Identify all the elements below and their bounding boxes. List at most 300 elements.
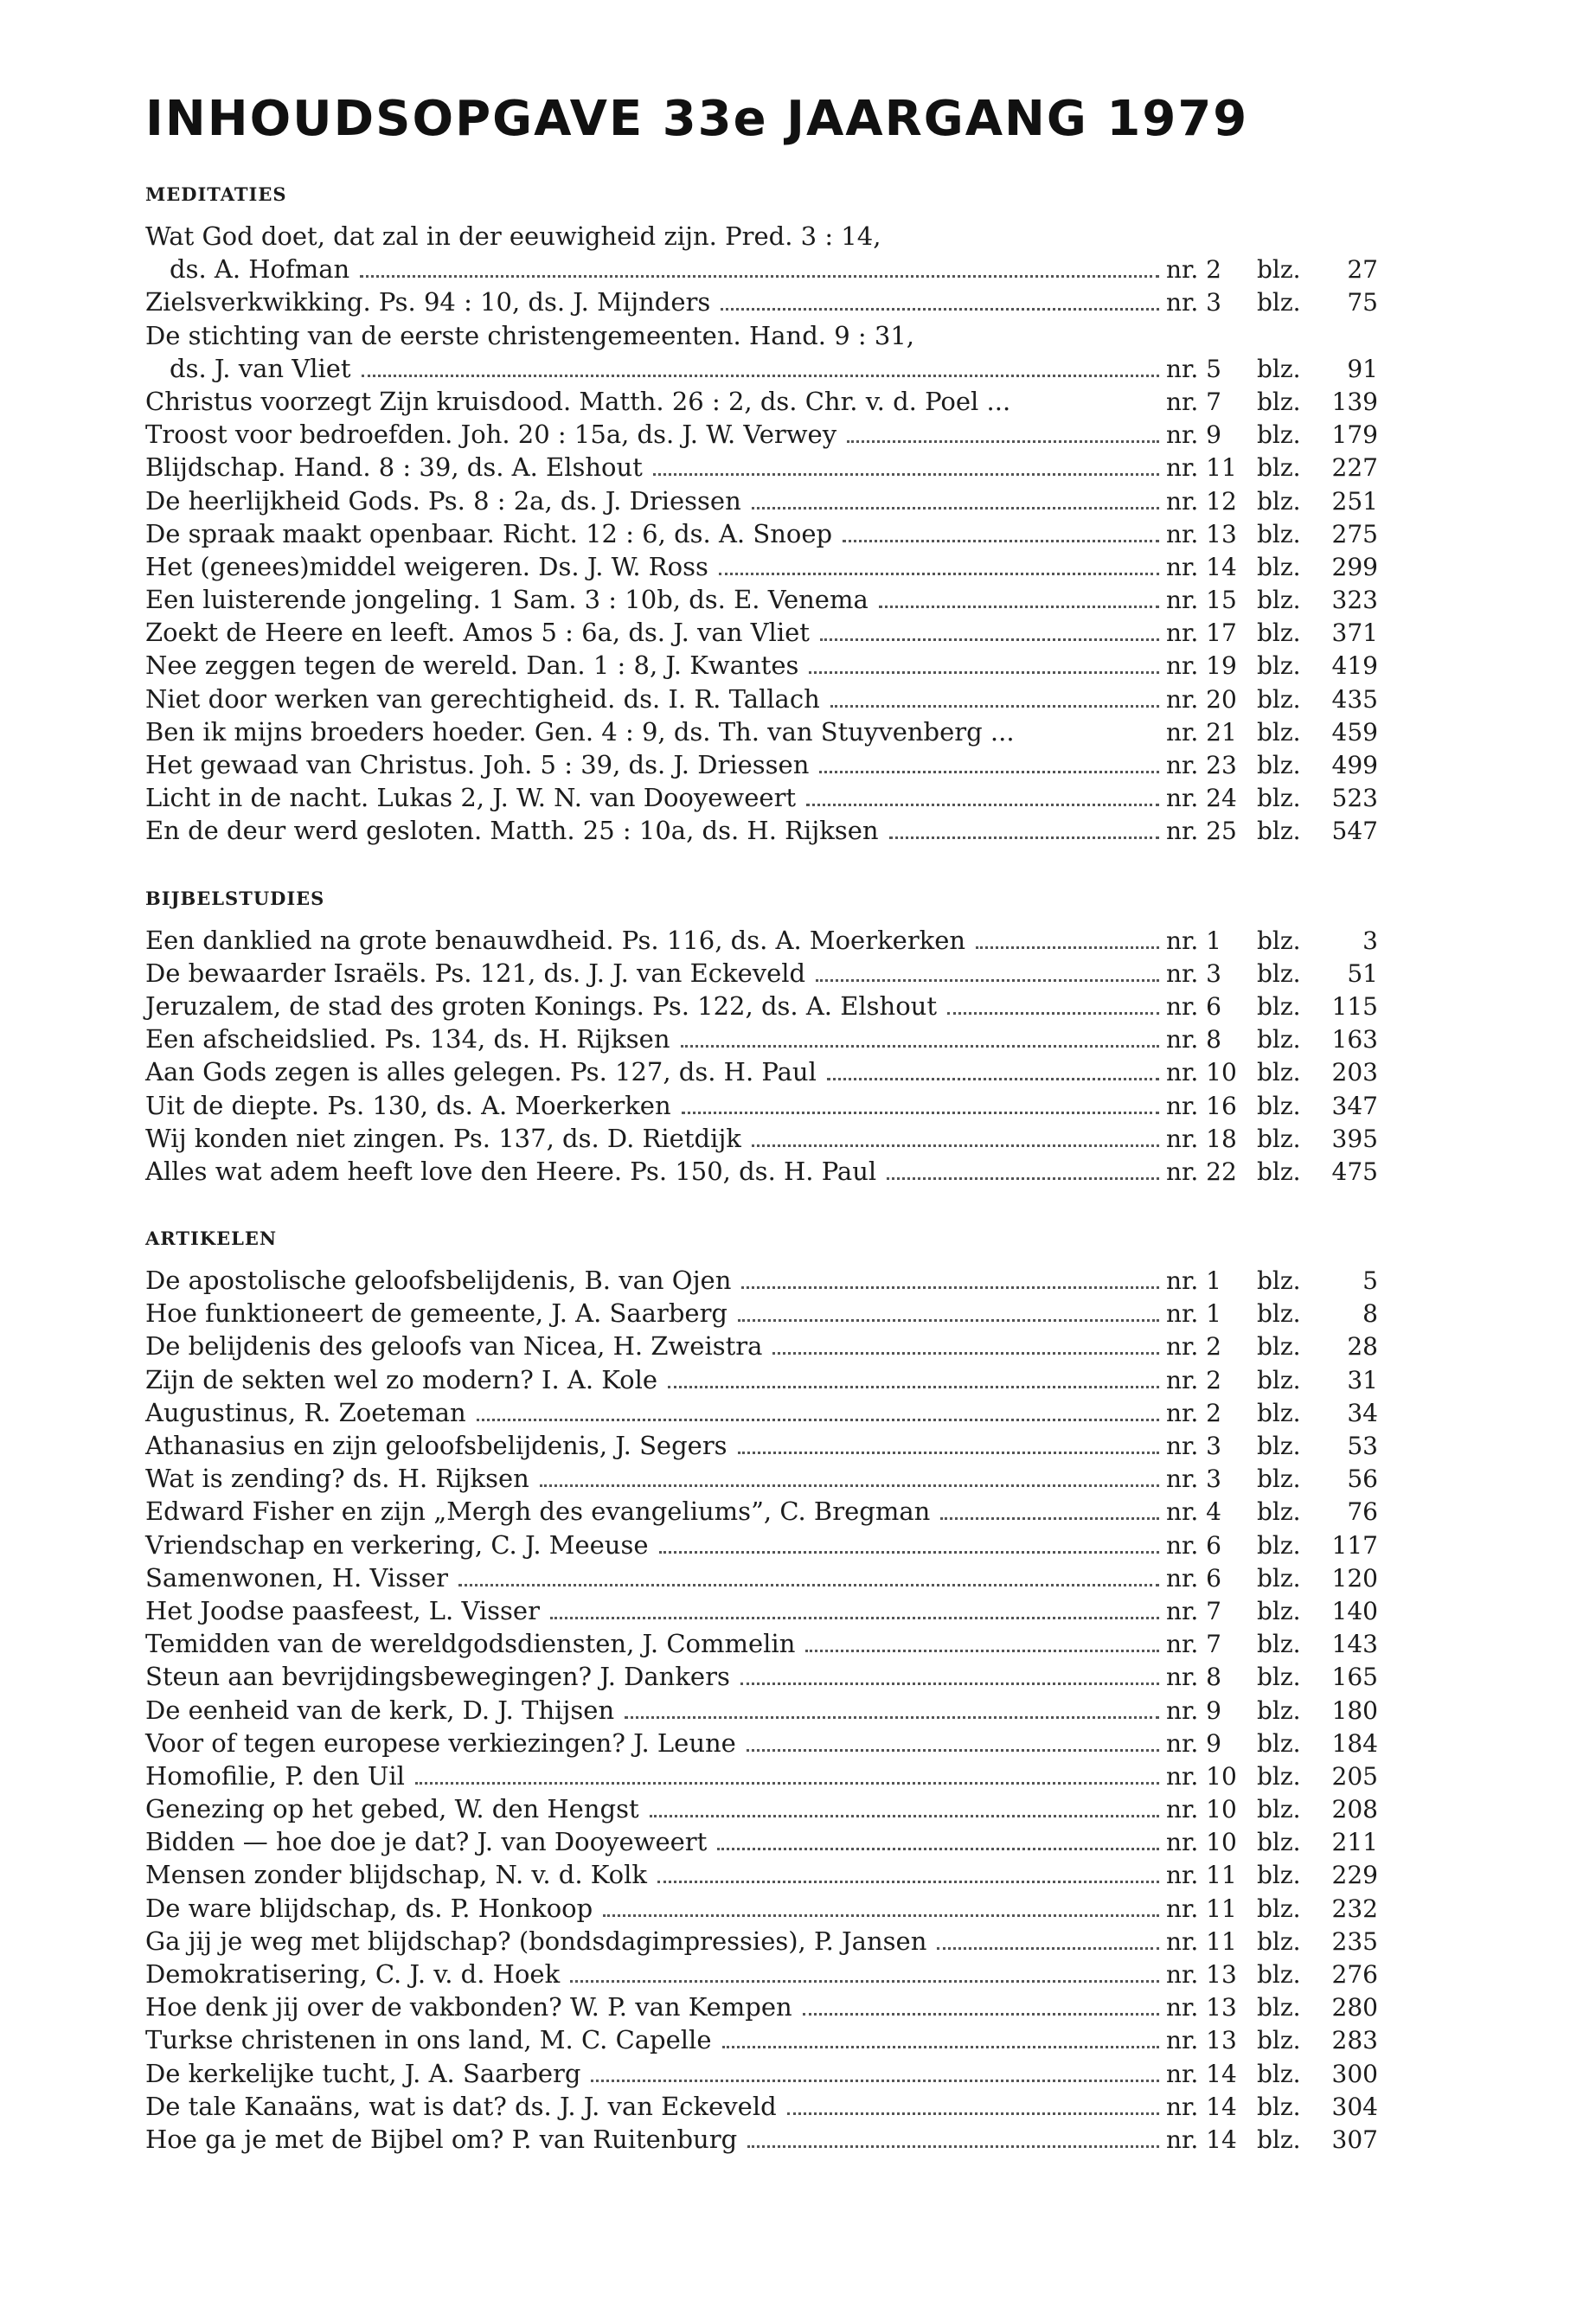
page-label: blz. — [1257, 586, 1301, 615]
page-reference — [1166, 1859, 1378, 1892]
page-reference — [1166, 1156, 1378, 1189]
page-reference — [1166, 1958, 1378, 1991]
dot-leader — [550, 1611, 1159, 1619]
page-label: blz. — [1257, 1828, 1301, 1857]
list-item — [145, 1495, 1378, 1528]
page-label: blz. — [1257, 1398, 1301, 1427]
list-item — [145, 550, 1378, 583]
list-item — [145, 1825, 1378, 1858]
page-label: blz. — [1257, 486, 1301, 516]
issue-number: nr. 25 — [1166, 817, 1237, 846]
list-item — [145, 616, 1378, 649]
page-reference — [1166, 1926, 1378, 1958]
page-reference — [1166, 1496, 1378, 1529]
entry-title: Vriendschap en verkering, C. J. Meeuse — [145, 1529, 649, 1560]
issue-number: nr. 21 — [1166, 717, 1237, 747]
entry-title: Augustinus, R. Zoeteman — [145, 1397, 466, 1427]
page-reference — [1166, 419, 1378, 452]
issue-number: nr. 4 — [1166, 1497, 1221, 1527]
page-reference — [1166, 1562, 1378, 1595]
page-reference — [1166, 650, 1378, 683]
page-number: 347 — [1331, 1091, 1378, 1120]
entry-title: Blijdschap. Hand. 8 : 39, ds. A. Elshout — [145, 452, 643, 483]
page-label: blz. — [1257, 1465, 1301, 1494]
list-item — [145, 990, 1378, 1022]
page-number: 251 — [1331, 486, 1378, 516]
page-number: 229 — [1331, 1861, 1378, 1890]
entry-author: ds. J. van Vliet — [170, 353, 351, 383]
page-number: 283 — [1331, 2026, 1378, 2055]
page-reference — [1166, 716, 1378, 749]
page-label: blz. — [1257, 2026, 1301, 2055]
dot-leader — [847, 434, 1159, 443]
dot-leader — [819, 765, 1159, 773]
page-reference — [1166, 1463, 1378, 1496]
entry-title: Hoe denk jij over de vakbonden? W. P. van Kempen — [145, 1992, 792, 2022]
page-number: 34 — [1347, 1398, 1378, 1427]
entry-title: Christus voorzegt Zijn kruisdood. Matth. 26 : 2, ds. Chr. v. d. Poel ... — [145, 386, 1011, 416]
page-number: 28 — [1347, 1332, 1378, 1362]
page-reference — [1166, 1529, 1378, 1562]
list-item — [145, 319, 1378, 385]
page-number: 307 — [1331, 2125, 1378, 2154]
entry-title: Het Joodse paasfeest, L. Visser — [145, 1595, 540, 1625]
page-number: 205 — [1331, 1761, 1378, 1791]
entry-title: Hoe funktioneert de gemeente, J. A. Saarberg — [145, 1298, 727, 1329]
page-reference — [1166, 1090, 1378, 1123]
entry-title: Ga jij je weg met blijdschap? (bondsdagimpressies), P. Jansen — [145, 1926, 927, 1956]
entry-list — [145, 1264, 1378, 2156]
entry-title: De tale Kanaäns, wat is dat? ds. J. J. van Eckeveld — [145, 2091, 777, 2121]
page-number: 435 — [1331, 684, 1378, 714]
dot-leader — [740, 1676, 1159, 1685]
entry-title: De kerkelijke tucht, J. A. Saarberg — [145, 2058, 581, 2088]
page-label: blz. — [1257, 1432, 1301, 1460]
dot-leader — [722, 2040, 1160, 2048]
entry-title: Wat is zending? ds. H. Rijksen — [145, 1464, 529, 1494]
list-item — [145, 1990, 1378, 2023]
page-label: blz. — [1257, 1124, 1301, 1153]
page-reference — [1166, 2024, 1378, 2057]
issue-number: nr. 7 — [1166, 1596, 1221, 1625]
list-item — [145, 1594, 1378, 1627]
issue-number: nr. 10 — [1166, 1761, 1237, 1791]
page-reference — [1166, 1364, 1378, 1397]
list-item — [145, 484, 1378, 517]
entry-title: Bidden — hoe doe je dat? J. van Dooyeweert — [145, 1827, 708, 1857]
page-title: INHOUDSOPGAVE 33e JAARGANG 1979 — [145, 91, 1249, 147]
entry-title: Een luisterende jongeling. 1 Sam. 3 : 10b, ds. E. Venema — [145, 585, 869, 615]
page-reference — [1166, 1056, 1378, 1089]
issue-number: nr. 11 — [1166, 453, 1237, 483]
page-reference — [1166, 2058, 1378, 2091]
page-reference — [1166, 1595, 1378, 1628]
page-number: 139 — [1331, 387, 1378, 416]
list-item — [145, 451, 1378, 484]
list-item — [145, 583, 1378, 616]
issue-number: nr. 1 — [1166, 1299, 1221, 1329]
page-number: 475 — [1331, 1157, 1378, 1186]
page-number: 53 — [1347, 1432, 1378, 1460]
page-label: blz. — [1257, 2059, 1301, 2088]
page-number: 203 — [1331, 1058, 1378, 1087]
entry-title: Nee zeggen tegen de wereld. Dan. 1 : 8, J. Kwantes — [145, 651, 799, 681]
page-number: 547 — [1331, 817, 1378, 846]
issue-number: nr. 14 — [1166, 552, 1237, 581]
page-number: 163 — [1331, 1025, 1378, 1054]
entry-title: Wij konden niet zingen. Ps. 137, ds. D. Rietdijk — [145, 1123, 741, 1153]
entry-title: Wat God doet, dat zal in der eeuwigheid zijn. Pred. 3 : 14, — [145, 221, 881, 251]
page-number: 51 — [1347, 958, 1378, 988]
page-number: 232 — [1331, 1894, 1378, 1923]
section-meditaties — [145, 182, 1378, 848]
issue-number: nr. 15 — [1166, 586, 1237, 615]
list-item — [145, 683, 1378, 715]
issue-number: nr. 20 — [1166, 684, 1237, 714]
entry-title: Troost voor bedroefden. Joh. 20 : 15a, ds. J. W. Verwey — [145, 420, 837, 450]
issue-number: nr. 9 — [1166, 1728, 1221, 1758]
page-label: blz. — [1257, 1993, 1301, 2022]
list-item — [145, 1297, 1378, 1330]
list-item — [145, 1429, 1378, 1462]
page-number: 211 — [1331, 1828, 1378, 1857]
entry-title: De apostolische geloofsbelijdenis, B. van Ojen — [145, 1266, 732, 1296]
section-artikelen — [145, 1226, 1378, 2156]
dot-leader — [805, 1644, 1159, 1652]
dot-leader — [659, 1545, 1159, 1554]
page-reference — [1166, 1023, 1378, 1056]
page-reference — [1166, 958, 1378, 990]
list-item — [145, 1529, 1378, 1561]
page-reference — [1166, 815, 1378, 848]
entry-list — [145, 924, 1378, 1189]
dot-leader — [738, 1313, 1159, 1322]
entry-author: ds. A. Hofman — [170, 254, 350, 285]
entry-title: Niet door werken van gerechtigheid. ds. I. R. Tallach — [145, 683, 820, 714]
page-label: blz. — [1257, 420, 1301, 450]
dot-leader — [721, 302, 1159, 311]
issue-number: nr. 11 — [1166, 1861, 1237, 1890]
page-label: blz. — [1257, 717, 1301, 747]
page-label: blz. — [1257, 991, 1301, 1021]
dot-leader — [947, 1006, 1159, 1015]
page-reference — [1166, 2124, 1378, 2157]
page-reference — [1166, 386, 1378, 419]
page-number: 5 — [1362, 1266, 1378, 1296]
table-of-contents — [145, 182, 1378, 2156]
page-number: 276 — [1331, 1960, 1378, 1989]
list-item — [145, 1022, 1378, 1055]
dot-leader — [937, 1941, 1159, 1950]
entry-title: En de deur werd gesloten. Matth. 25 : 10a, ds. H. Rijksen — [145, 816, 879, 846]
issue-number: nr. 6 — [1166, 1563, 1221, 1593]
dot-leader — [803, 2007, 1159, 2016]
dot-leader — [653, 467, 1159, 476]
list-item — [145, 649, 1378, 682]
list-item — [145, 1660, 1378, 1693]
list-item — [145, 1561, 1378, 1594]
dot-leader — [887, 1171, 1159, 1180]
dot-leader — [540, 1478, 1159, 1487]
entry-title: Aan Gods zegen is alles gelegen. Ps. 127, ds. H. Paul — [145, 1057, 817, 1087]
page-label: blz. — [1257, 817, 1301, 846]
page-label: blz. — [1257, 1663, 1301, 1692]
page-label: blz. — [1257, 619, 1301, 648]
dot-leader — [747, 2139, 1159, 2148]
entry-title: Turkse christenen in ons land, M. C. Capelle — [145, 2025, 712, 2055]
list-item — [145, 1858, 1378, 1891]
page-reference — [1166, 749, 1378, 782]
section-heading: ARTIKELEN — [145, 1227, 278, 1250]
issue-number: nr. 5 — [1166, 354, 1221, 383]
issue-number: nr. 13 — [1166, 1960, 1237, 1989]
page-number: 227 — [1331, 453, 1378, 483]
issue-number: nr. 19 — [1166, 651, 1237, 681]
page-number: 323 — [1331, 586, 1378, 615]
list-item — [145, 1396, 1378, 1429]
entry-title: Demokratisering, C. J. v. d. Hoek — [145, 1959, 561, 1989]
issue-number: nr. 13 — [1166, 519, 1237, 548]
section-bijbelstudies — [145, 886, 1378, 1189]
dot-leader — [752, 1138, 1159, 1147]
entry-title: De heerlijkheid Gods. Ps. 8 : 2a, ds. J. Driessen — [145, 485, 741, 516]
dot-leader — [827, 1072, 1159, 1080]
dot-leader — [816, 973, 1159, 982]
list-item — [145, 517, 1378, 550]
issue-number: nr. 2 — [1166, 255, 1221, 285]
page-number: 499 — [1331, 751, 1378, 779]
dot-leader — [360, 269, 1159, 278]
page-reference — [1166, 584, 1378, 617]
entry-title: Licht in de nacht. Lukas 2, J. W. N. van Dooyeweert — [145, 783, 797, 813]
page-number: 91 — [1347, 354, 1378, 383]
page-number: 180 — [1331, 1695, 1378, 1725]
entry-title: De stichting van de eerste christengemeenten. Hand. 9 : 31, — [145, 320, 914, 350]
list-item — [145, 1462, 1378, 1495]
page-reference — [1166, 518, 1378, 551]
page-label: blz. — [1257, 1497, 1301, 1527]
page-number: 143 — [1331, 1630, 1378, 1659]
issue-number: nr. 14 — [1166, 2092, 1237, 2121]
page-number: 304 — [1331, 2092, 1378, 2121]
list-item — [145, 1122, 1378, 1155]
page-reference — [1166, 1760, 1378, 1793]
issue-number: nr. 22 — [1166, 1157, 1237, 1186]
entry-title: Jeruzalem, de stad des groten Konings. Ps. 122, ds. A. Elshout — [145, 990, 938, 1021]
list-item — [145, 1055, 1378, 1088]
page-label: blz. — [1257, 751, 1301, 779]
page-number: 300 — [1331, 2059, 1378, 2088]
list-item — [145, 781, 1378, 814]
list-item — [145, 2023, 1378, 2056]
page-reference — [1166, 253, 1378, 286]
page-label: blz. — [1257, 958, 1301, 988]
issue-number: nr. 3 — [1166, 1465, 1221, 1494]
entry-title: Zijn de sekten wel zo modern? I. A. Kole — [145, 1364, 658, 1394]
page-reference — [1166, 1727, 1378, 1760]
page-label: blz. — [1257, 1728, 1301, 1758]
list-item — [145, 385, 1378, 418]
page-number: 117 — [1331, 1530, 1378, 1560]
page-number: 3 — [1362, 926, 1378, 955]
dot-leader — [668, 1380, 1159, 1388]
page-reference — [1166, 1430, 1378, 1463]
page-number: 208 — [1331, 1795, 1378, 1824]
dot-leader — [362, 369, 1159, 377]
page-label: blz. — [1257, 453, 1301, 483]
entry-title: Samenwonen, H. Visser — [145, 1562, 448, 1593]
list-item — [145, 2057, 1378, 2090]
page-label: blz. — [1257, 1563, 1301, 1593]
page-number: 115 — [1331, 991, 1378, 1021]
page-number: 165 — [1331, 1663, 1378, 1692]
issue-number: nr. 9 — [1166, 420, 1221, 450]
page-label: blz. — [1257, 1058, 1301, 1087]
list-item — [145, 285, 1378, 318]
page-number: 120 — [1331, 1563, 1378, 1593]
list-item — [145, 2090, 1378, 2123]
entry-title: De spraak maakt openbaar. Richt. 12 : 6, ds. A. Snoep — [145, 518, 833, 548]
page-reference — [1166, 1661, 1378, 1694]
page-number: 371 — [1331, 619, 1378, 648]
page-label: blz. — [1257, 1332, 1301, 1362]
entry-title: Zielsverkwikking. Ps. 94 : 10, ds. J. Mijnders — [145, 287, 711, 317]
page-number: 184 — [1331, 1728, 1378, 1758]
dot-leader — [682, 1106, 1159, 1114]
list-item — [145, 220, 1378, 285]
list-item — [145, 1792, 1378, 1825]
entry-title: Athanasius en zijn geloofsbelijdenis, J. Segers — [145, 1431, 727, 1460]
page-reference — [1166, 617, 1378, 650]
page-label: blz. — [1257, 926, 1301, 955]
page-number: 235 — [1331, 1926, 1378, 1956]
entry-list — [145, 220, 1378, 848]
dot-leader — [458, 1578, 1159, 1586]
page-reference — [1166, 1265, 1378, 1298]
dot-leader — [570, 1974, 1159, 1983]
dot-leader — [719, 567, 1159, 575]
list-item — [145, 1330, 1378, 1362]
page-label: blz. — [1257, 1025, 1301, 1054]
page-reference — [1166, 2091, 1378, 2124]
issue-number: nr. 2 — [1166, 1332, 1221, 1362]
entry-title: Een danklied na grote benauwdheid. Ps. 116, ds. A. Moerkerken — [145, 925, 966, 955]
dot-leader — [657, 1875, 1159, 1883]
dot-leader — [591, 2073, 1159, 2082]
dot-leader — [806, 798, 1159, 806]
page-reference — [1166, 485, 1378, 518]
dot-leader — [809, 665, 1159, 674]
section-heading: BIJBELSTUDIES — [145, 887, 325, 909]
dot-leader — [830, 699, 1159, 708]
page-reference — [1166, 1298, 1378, 1330]
entry-title: De eenheid van de kerk, D. J. Thijsen — [145, 1695, 615, 1725]
issue-number: nr. 13 — [1166, 2026, 1237, 2055]
page-number: 75 — [1347, 288, 1378, 317]
issue-number: nr. 18 — [1166, 1124, 1237, 1153]
page-reference — [1166, 286, 1378, 319]
dot-leader — [477, 1413, 1159, 1421]
page-label: blz. — [1257, 651, 1301, 681]
issue-number: nr. 23 — [1166, 751, 1237, 779]
issue-number: nr. 3 — [1166, 1432, 1221, 1460]
entry-line-2 — [145, 253, 1378, 285]
list-item — [145, 924, 1378, 957]
page-reference — [1166, 1397, 1378, 1430]
issue-number: nr. 2 — [1166, 1365, 1221, 1394]
list-item — [145, 2123, 1378, 2156]
page-label: blz. — [1257, 1530, 1301, 1560]
list-item — [145, 1155, 1378, 1188]
issue-number: nr. 9 — [1166, 1695, 1221, 1725]
page-number: 459 — [1331, 717, 1378, 747]
dot-leader — [650, 1809, 1159, 1817]
dot-leader — [879, 599, 1159, 608]
page-label: blz. — [1257, 1266, 1301, 1296]
page-label: blz. — [1257, 1299, 1301, 1329]
page-number: 76 — [1347, 1497, 1378, 1527]
entry-text-block — [145, 220, 1378, 285]
page-label: blz. — [1257, 1695, 1301, 1725]
issue-number: nr. 16 — [1166, 1091, 1237, 1120]
dot-leader — [843, 534, 1159, 542]
issue-number: nr. 7 — [1166, 387, 1221, 416]
entry-title: De ware blijdschap, ds. P. Honkoop — [145, 1893, 593, 1923]
dot-leader — [772, 1346, 1159, 1355]
document-page — [145, 87, 1378, 2156]
list-item — [145, 1627, 1378, 1660]
dot-leader — [415, 1776, 1159, 1785]
page-reference — [1166, 683, 1378, 716]
page-number: 280 — [1331, 1993, 1378, 2022]
page-reference — [1166, 990, 1378, 1023]
issue-number: nr. 11 — [1166, 1926, 1237, 1956]
issue-number: nr. 1 — [1166, 1266, 1221, 1296]
list-item — [145, 1694, 1378, 1727]
issue-number: nr. 1 — [1166, 926, 1221, 955]
dot-leader — [747, 1743, 1159, 1752]
page-reference — [1166, 1793, 1378, 1826]
page-reference — [1166, 353, 1378, 386]
entry-title: Voor of tegen europese verkiezingen? J. Leune — [145, 1727, 736, 1758]
page-label: blz. — [1257, 354, 1301, 383]
list-item — [145, 715, 1378, 748]
entry-title: De belijdenis des geloofs van Nicea, H. Zweistra — [145, 1331, 763, 1362]
entry-title: Ben ik mijns broeders hoeder. Gen. 4 : 9, ds. Th. van Stuyvenberg ... — [145, 716, 1015, 747]
issue-number: nr. 17 — [1166, 619, 1237, 648]
page-reference — [1166, 925, 1378, 958]
page-label: blz. — [1257, 1861, 1301, 1890]
page-reference — [1166, 1628, 1378, 1661]
entry-title: Steun aan bevrijdingsbewegingen? J. Dankers — [145, 1662, 730, 1692]
issue-number: nr. 12 — [1166, 486, 1237, 516]
dot-leader — [717, 1842, 1159, 1850]
page-label: blz. — [1257, 1960, 1301, 1989]
issue-number: nr. 10 — [1166, 1828, 1237, 1857]
dot-leader — [940, 1511, 1159, 1520]
issue-number: nr. 14 — [1166, 2125, 1237, 2154]
list-item — [145, 814, 1378, 847]
issue-number: nr. 6 — [1166, 1530, 1221, 1560]
page-reference — [1166, 1893, 1378, 1926]
issue-number: nr. 8 — [1166, 1025, 1221, 1054]
page-number: 179 — [1331, 420, 1378, 450]
issue-number: nr. 6 — [1166, 991, 1221, 1021]
page-label: blz. — [1257, 288, 1301, 317]
dot-leader — [787, 2106, 1159, 2115]
page-label: blz. — [1257, 1761, 1301, 1791]
page-label: blz. — [1257, 784, 1301, 813]
